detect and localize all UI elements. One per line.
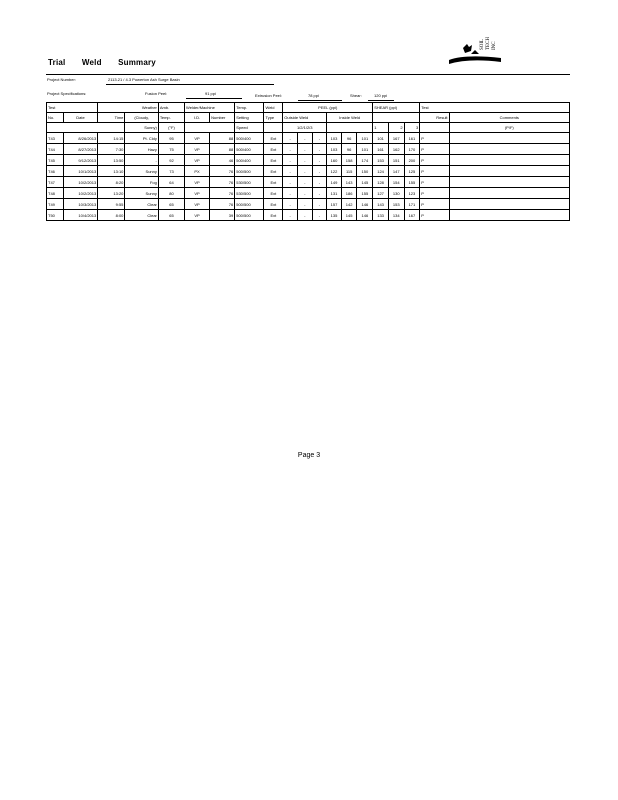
- th-temp: Temp.: [235, 103, 264, 113]
- th-cloudy: (Cloudy,: [125, 113, 158, 123]
- table-row: [47, 144, 570, 155]
- project-number-label: Project Number:: [47, 77, 76, 82]
- cell-test: T44: [47, 144, 64, 155]
- cell-setting: 500/400: [235, 155, 264, 166]
- cell-id: VP: [185, 144, 210, 155]
- cell-amb: 95: [158, 133, 184, 144]
- cell-s2: 162: [388, 144, 404, 155]
- cell-s2: 154: [388, 177, 404, 188]
- cell-amb: 92: [158, 155, 184, 166]
- cell-date: 10/2/2013: [63, 188, 98, 199]
- th-comments: Comments: [449, 113, 569, 123]
- th-no: No.: [47, 113, 64, 123]
- cell-time: 13:10: [98, 166, 125, 177]
- th-speed: Speed: [235, 123, 264, 133]
- cell-amb: 65: [158, 210, 184, 221]
- cell-comments: [449, 199, 569, 210]
- th-sunny: Sunny): [125, 123, 158, 133]
- table-row: [47, 133, 570, 144]
- th-inside-weld: Inside Weld: [327, 113, 373, 123]
- cell-s3: 123: [404, 188, 420, 199]
- cell-weather: Sunny: [125, 166, 158, 177]
- cell-s1: 124: [373, 166, 389, 177]
- cell-o3: -: [312, 133, 327, 144]
- cell-comments: [449, 144, 569, 155]
- cell-time: 14:15: [98, 133, 125, 144]
- trial-weld-table: [46, 102, 570, 221]
- cell-num: 76: [210, 177, 235, 188]
- fusion-peel-underline: [186, 98, 242, 99]
- table-row: [47, 188, 570, 199]
- title-word-summary: Summary: [118, 58, 156, 67]
- shear-label: Shear:: [350, 93, 362, 98]
- cell-date: 9/12/2013: [63, 155, 98, 166]
- th-time: Time: [98, 113, 125, 123]
- th-result: Result: [420, 113, 449, 123]
- cell-i3: 145: [357, 177, 373, 188]
- cell-s1: 153: [373, 155, 389, 166]
- cell-type: Ext: [264, 199, 283, 210]
- extrusion-peel-underline: [298, 100, 342, 101]
- title-word-weld: Weld: [81, 58, 102, 67]
- cell-result: P: [420, 166, 449, 177]
- cell-s2: 134: [388, 210, 404, 221]
- cell-setting: 500/500: [235, 199, 264, 210]
- cell-s1: 127: [373, 188, 389, 199]
- cell-i2: 115: [341, 166, 357, 177]
- cell-date: 8/26/2013: [63, 133, 98, 144]
- cell-o2: -: [297, 188, 312, 199]
- cell-weather: Hazy: [125, 144, 158, 155]
- cell-i2: 96: [341, 133, 357, 144]
- cell-o1: -: [283, 144, 298, 155]
- th-shear-1: 1: [373, 123, 389, 133]
- cell-o1: -: [283, 210, 298, 221]
- cell-amb: 65: [158, 199, 184, 210]
- cell-o2: -: [297, 199, 312, 210]
- cell-o1: -: [283, 166, 298, 177]
- cell-o3: -: [312, 144, 327, 155]
- cell-weather: Sunny: [125, 188, 158, 199]
- cell-result: P: [420, 188, 449, 199]
- cell-type: Ext: [264, 155, 283, 166]
- table-header-row-1: [47, 103, 570, 113]
- cell-o3: -: [312, 199, 327, 210]
- cell-o2: -: [297, 133, 312, 144]
- svg-text:TECH: TECH: [486, 36, 491, 50]
- cell-date: 10/1/2013: [63, 166, 98, 177]
- cell-s2: 153: [388, 199, 404, 210]
- shear-underline: [368, 100, 394, 101]
- shear-value: 120 ppi: [374, 93, 388, 98]
- cell-s2: 147: [388, 166, 404, 177]
- th-shear-2: 2: [388, 123, 404, 133]
- cell-s3: 155: [404, 177, 420, 188]
- cell-date: 10/4/2013: [63, 210, 98, 221]
- cell-o2: -: [297, 144, 312, 155]
- cell-time: 13:20: [98, 188, 125, 199]
- cell-i3: 155: [357, 188, 373, 199]
- cell-time: 8:20: [98, 177, 125, 188]
- cell-o2: -: [297, 155, 312, 166]
- cell-o1: -: [283, 177, 298, 188]
- th-amb: Amb.: [158, 103, 184, 113]
- cell-o1: -: [283, 188, 298, 199]
- th-shear: SHEAR (ppi): [373, 103, 420, 113]
- header-rule: [46, 74, 570, 75]
- svg-text:INC: INC: [492, 41, 497, 50]
- cell-i3: 101: [357, 144, 373, 155]
- cell-setting: 530/500: [235, 188, 264, 199]
- th-shear-3: 3: [404, 123, 420, 133]
- cell-i1: 149: [327, 177, 342, 188]
- cell-s1: 133: [373, 210, 389, 221]
- extrusion-peel-label: Extrusion Peel:: [255, 93, 282, 98]
- cell-o2: -: [297, 166, 312, 177]
- cell-num: 76: [210, 188, 235, 199]
- cell-s3: 125: [404, 166, 420, 177]
- th-weld: Weld: [264, 103, 283, 113]
- cell-id: VP: [185, 155, 210, 166]
- cell-s3: 161: [404, 133, 420, 144]
- cell-test: T49: [47, 199, 64, 210]
- cell-s1: 101: [373, 133, 389, 144]
- cell-result: P: [420, 177, 449, 188]
- cell-num: 76: [210, 166, 235, 177]
- cell-o3: -: [312, 166, 327, 177]
- cell-num: 76: [210, 199, 235, 210]
- cell-comments: [449, 177, 569, 188]
- th-peel-sub: 1/2/1/2/3: [283, 123, 327, 133]
- svg-text:SOIL: SOIL: [480, 38, 485, 50]
- cell-comments: [449, 155, 569, 166]
- cell-i3: 101: [357, 133, 373, 144]
- cell-id: VP: [185, 188, 210, 199]
- cell-date: 10/2/2013: [63, 177, 98, 188]
- cell-s2: 130: [388, 188, 404, 199]
- cell-id: VP: [185, 199, 210, 210]
- th-id: I.D.: [185, 113, 210, 123]
- cell-num: 88: [210, 144, 235, 155]
- cell-amb: 80: [158, 188, 184, 199]
- cell-i2: 186: [341, 188, 357, 199]
- th-test-result: Test: [420, 103, 570, 113]
- cell-type: Ext: [264, 177, 283, 188]
- cell-time: 9:55: [98, 199, 125, 210]
- cell-comments: [449, 133, 569, 144]
- cell-i3: 150: [357, 166, 373, 177]
- cell-id: VP: [185, 210, 210, 221]
- cell-o2: -: [297, 210, 312, 221]
- cell-num: 39: [210, 210, 235, 221]
- title-word-trial: Trial: [48, 58, 66, 67]
- cell-result: P: [420, 144, 449, 155]
- page-title: [48, 58, 170, 67]
- cell-type: Ext: [264, 166, 283, 177]
- th-date: Date: [63, 113, 98, 123]
- cell-i2: 142: [341, 199, 357, 210]
- cell-date: 10/3/2013: [63, 199, 98, 210]
- cell-result: P: [420, 155, 449, 166]
- cell-test: T43: [47, 133, 64, 144]
- cell-test: T46: [47, 166, 64, 177]
- cell-num: 46: [210, 155, 235, 166]
- th-outside-weld: Outside Weld: [283, 113, 327, 123]
- project-number-underline: [106, 84, 274, 85]
- cell-o3: -: [312, 155, 327, 166]
- cell-type: Ext: [264, 144, 283, 155]
- cell-o3: -: [312, 210, 327, 221]
- cell-weather: Fog: [125, 177, 158, 188]
- cell-i3: 146: [357, 199, 373, 210]
- cell-i3: 174: [357, 155, 373, 166]
- cell-s2: 151: [388, 155, 404, 166]
- cell-o1: -: [283, 133, 298, 144]
- cell-id: VP: [185, 133, 210, 144]
- th-welder-machine: Welder/Machine: [185, 103, 235, 113]
- cell-comments: [449, 188, 569, 199]
- cell-type: Ext: [264, 188, 283, 199]
- cell-weather: Clear: [125, 199, 158, 210]
- page-number: Page 3: [297, 452, 321, 459]
- cell-o3: -: [312, 188, 327, 199]
- th-number: Number: [210, 113, 235, 123]
- th-pf: (P/F): [449, 123, 569, 133]
- cell-s3: 167: [404, 210, 420, 221]
- cell-s1: 128: [373, 177, 389, 188]
- cell-amb: 73: [158, 166, 184, 177]
- th-deg-f: (°F): [158, 123, 184, 133]
- cell-test: T50: [47, 210, 64, 221]
- cell-date: 8/27/2013: [63, 144, 98, 155]
- cell-i1: 157: [327, 199, 342, 210]
- cell-setting: 500/400: [235, 133, 264, 144]
- cell-test: T45: [47, 155, 64, 166]
- cell-s3: 170: [404, 144, 420, 155]
- cell-type: Ext: [264, 133, 283, 144]
- cell-s1: 161: [373, 144, 389, 155]
- fusion-peel-label: Fusion Peel:: [145, 91, 168, 96]
- cell-i1: 160: [327, 155, 342, 166]
- table-row: [47, 177, 570, 188]
- table-row: [47, 166, 570, 177]
- cell-result: P: [420, 199, 449, 210]
- cell-test: T48: [47, 188, 64, 199]
- table-row: [47, 210, 570, 221]
- cell-i2: 145: [341, 210, 357, 221]
- cell-o1: -: [283, 199, 298, 210]
- cell-weather: Clear: [125, 210, 158, 221]
- cell-i1: 122: [327, 166, 342, 177]
- cell-i2: 96: [341, 144, 357, 155]
- cell-id: VP: [185, 177, 210, 188]
- cell-setting: 500/500: [235, 166, 264, 177]
- company-logo-icon: [445, 36, 503, 68]
- cell-amb: 75: [158, 144, 184, 155]
- cell-result: P: [420, 133, 449, 144]
- cell-result: P: [420, 210, 449, 221]
- cell-comments: [449, 210, 569, 221]
- cell-time: 13:50: [98, 155, 125, 166]
- th-weather: Weather: [98, 103, 159, 113]
- th-type: Type: [264, 113, 283, 123]
- cell-setting: 500/400: [235, 144, 264, 155]
- table-header-row-2: [47, 113, 570, 123]
- cell-i3: 146: [357, 210, 373, 221]
- cell-type: Ext: [264, 210, 283, 221]
- cell-time: 7:30: [98, 144, 125, 155]
- cell-s3: 171: [404, 199, 420, 210]
- cell-s2: 167: [388, 133, 404, 144]
- table-row: [47, 155, 570, 166]
- table-row: [47, 199, 570, 210]
- th-temp-2: Temp.: [158, 113, 184, 123]
- cell-i2: 143: [341, 177, 357, 188]
- th-peel: PEEL (ppi): [283, 103, 373, 113]
- cell-weather: -: [125, 155, 158, 166]
- cell-weather: Pt. Cldy: [125, 133, 158, 144]
- th-setting: Setting: [235, 113, 264, 123]
- cell-time: 8:00: [98, 210, 125, 221]
- cell-test: T47: [47, 177, 64, 188]
- cell-setting: 500/500: [235, 210, 264, 221]
- cell-num: 88: [210, 133, 235, 144]
- cell-o2: -: [297, 177, 312, 188]
- cell-i1: 103: [327, 144, 342, 155]
- th-test: Test: [47, 103, 98, 113]
- cell-s3: 200: [404, 155, 420, 166]
- cell-amb: 64: [158, 177, 184, 188]
- cell-i2: 158: [341, 155, 357, 166]
- table-header-row-3: [47, 123, 570, 133]
- cell-s1: 143: [373, 199, 389, 210]
- extrusion-peel-value: 78 ppi: [308, 93, 319, 98]
- cell-o3: -: [312, 177, 327, 188]
- cell-i1: 135: [327, 210, 342, 221]
- cell-o1: -: [283, 155, 298, 166]
- fusion-peel-value: 91 ppi: [205, 91, 216, 96]
- cell-setting: 530/500: [235, 177, 264, 188]
- cell-i1: 103: [327, 133, 342, 144]
- project-number-value: 2113.21 / 4.3 Powerton Ash Surge Basin: [108, 77, 180, 82]
- cell-comments: [449, 166, 569, 177]
- cell-i1: 131: [327, 188, 342, 199]
- cell-id: PX: [185, 166, 210, 177]
- project-specs-label: Project Specifications:: [47, 91, 87, 96]
